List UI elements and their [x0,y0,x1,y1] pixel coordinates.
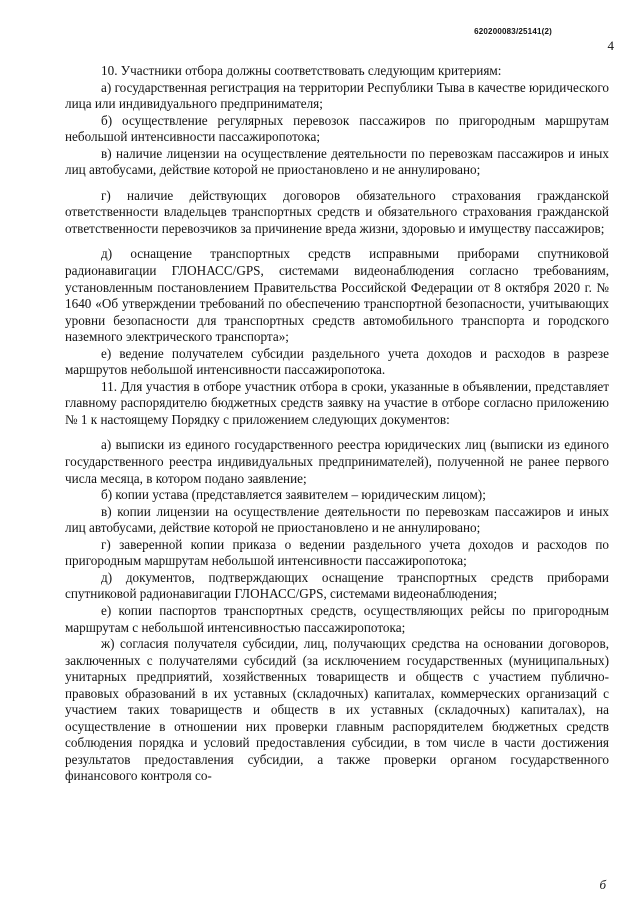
paragraph-application-intro: 11. Для участия в отборе участник отбора в сроки, указанные в объявлении, представляет главному распорядителю бюджетных средств заявку на участие в отборе согласно приложению № 1 к настоящему Порядку с приложением следующих документов: [65,378,609,427]
paragraph-criterion-b: б) осуществление регулярных перевозок пассажиров по пригородным маршрутам небольшой интенсивности пассажиропотока; [65,112,609,145]
paragraph-document-zh: ж) согласия получателя субсидии, лиц, получающих средства на основании договоров, заключенных с получателями субсидий (за исключением государственных (муниципальных) унитарных предприятий, хозяйственных товариществ и обществ с участием публично-правовых образований в их уставных (складочных) капиталах, коммерческих организаций с участием таких товариществ и обществ в их уставных (складочных) капиталах), на осуществление в отношении них проверки главным распорядителем бюджетных средств соблюдения порядка и условий предоставления субсидии, в том числе в части достижения результатов предоставления субсидии, а также проверки органом государственного финансового контроля со- [65,636,609,784]
paragraph-criterion-d: д) оснащение транспортных средств исправными приборами спутниковой радионавигации ГЛОНАСС/GPS, системами видеонаблюдения согласно требованиям, установленным постановлением Правительства Российской Федерации от 8 октября 2020 г. № 1640 «Об утверждении требований по обеспечению транспортной безопасности, учитывающих уровни безопасности для транспортных средств автомобильного транспорта и городского наземного электрического транспорта»; [65,246,609,345]
paragraph-criteria-intro: 10. Участники отбора должны соответствовать следующим критериям: [101,63,502,78]
paragraph-document-a: а) выписки из единого государственного реестра юридических лиц (выписки из единого государственного реестра индивидуальных предпринимателей), полученной не ранее первого числа месяца, в котором подано заявление; [65,437,609,486]
paragraph-document-d: д) документов, подтверждающих оснащение транспортных средств приборами спутниковой радионавигации ГЛОНАСС/GPS, системами видеонаблюдения; [65,569,609,602]
paragraph-document-e: е) копии паспортов транспортных средств, осуществляющих рейсы по пригородным маршрутам с небольшой интенсивностью пассажиропотока; [65,602,609,635]
signature-mark: б [599,877,606,892]
paragraph-criterion-a: а) государственная регистрация на территории Республики Тыва в качестве юридического лица или индивидуального предпринимателя; [65,79,609,112]
page-number: 4 [607,38,614,53]
paragraph-document-b: б) копии устава (представляется заявителем – юридическим лицом); [101,487,486,503]
paragraph-criterion-g: г) наличие действующих договоров обязательного страхования гражданской ответственности владельцев транспортных средств и обязательного страхования гражданской ответственности перевозчиков за причинение вреда жизни, здоровью и имуществу пассажиров; [65,187,609,236]
document-code: 620200083/25141(2) [474,27,552,36]
document-body [65,63,609,785]
paragraph-criterion-e: е) ведение получателем субсидии раздельного учета доходов и расходов в разрезе маршрутов небольшой интенсивности пассажиропотока. [65,345,609,378]
paragraph-document-g: г) заверенной копии приказа о ведении раздельного учета доходов и расходов по пригородным маршрутам небольшой интенсивности пассажиропотока; [65,536,609,569]
paragraph-document-v: в) копии лицензии на осуществление деятельности по перевозкам пассажиров и иных лиц автобусами, действие которой не приостановлено и не аннулировано; [65,503,609,536]
paragraph-criterion-v: в) наличие лицензии на осуществление деятельности по перевозкам пассажиров и иных лиц автобусами, действие которой не приостановлено и не аннулировано; [65,145,609,178]
